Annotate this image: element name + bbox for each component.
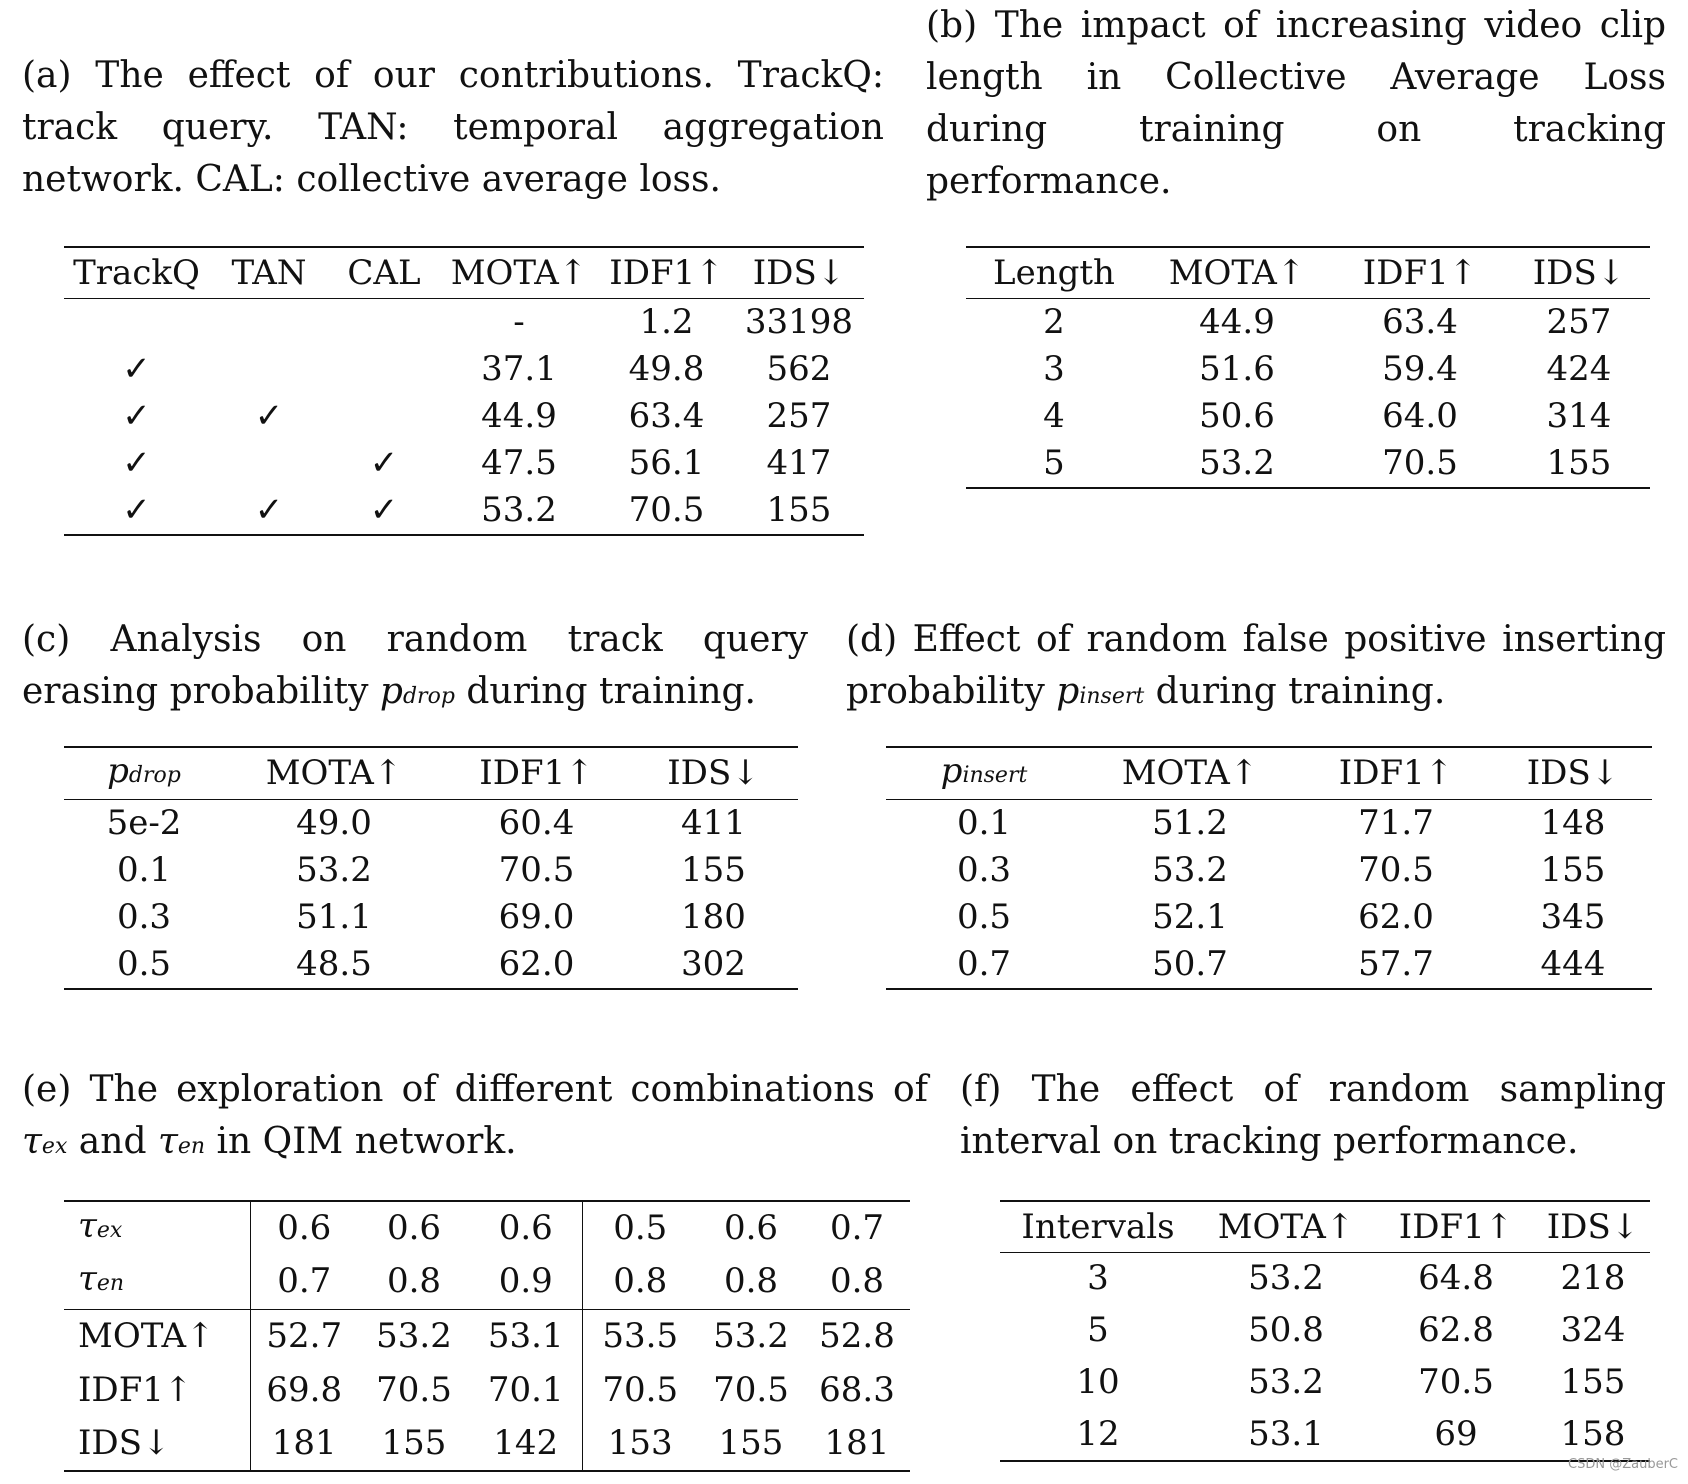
p-symbol: p	[940, 751, 963, 791]
cell-best: 10	[1076, 1362, 1120, 1402]
table-a	[64, 246, 864, 536]
table-row	[64, 941, 798, 989]
col-idf1: IDF1↑	[1376, 1201, 1536, 1253]
cell: 155	[698, 1417, 804, 1471]
cell: 5e-2	[106, 803, 182, 843]
cell: 0.6	[250, 1201, 358, 1255]
idf1-row	[64, 1363, 910, 1417]
col-idf1: IDF1↑	[444, 747, 629, 800]
cell: 0.7	[250, 1255, 358, 1309]
cell-best: 70.5	[498, 850, 575, 890]
table-row	[966, 346, 1650, 393]
table-c-header	[64, 747, 798, 800]
tau-symbol: τ	[157, 1121, 178, 1162]
cell	[209, 299, 329, 347]
cell: -	[513, 302, 525, 342]
cell: 417	[766, 443, 832, 483]
col-mota: MOTA↑	[439, 247, 599, 299]
panel-a	[22, 50, 884, 206]
caption-e-text-1: (e) The exploration of different combinations of	[22, 1069, 928, 1110]
caption-b: (b) The impact of increasing video clip length in Collective Average Loss during training on tracking performance.	[926, 5, 1666, 202]
table-row	[1000, 1409, 1650, 1461]
cell: 411	[681, 803, 746, 843]
table-a-header	[64, 247, 864, 299]
col-ids: IDS↓	[1494, 747, 1652, 800]
cell: 60.4	[498, 803, 575, 843]
tau-symbol: τ	[22, 1121, 42, 1162]
caption-e-text-3: in QIM network.	[205, 1121, 517, 1162]
col-cal: CAL	[329, 247, 439, 299]
cell: 62.0	[1358, 897, 1434, 937]
p-insert-symbol: p	[1056, 671, 1080, 712]
col-idf1: IDF1↑	[1332, 247, 1508, 299]
cell: 62.0	[444, 941, 629, 989]
cell: 324	[1560, 1310, 1626, 1350]
caption-c-text-1: (c) Analysis on random track query erasing probability	[22, 619, 808, 712]
cell: 44.9	[481, 396, 557, 436]
caption-e-text-2: and	[67, 1121, 158, 1162]
check-icon: ✓	[369, 443, 399, 483]
table-row	[886, 800, 1652, 848]
cell: 257	[1546, 302, 1612, 342]
cell: 69.0	[498, 897, 575, 937]
cell: 47.5	[481, 443, 557, 483]
cell	[329, 346, 439, 393]
cell: 302	[629, 941, 798, 989]
cell: 3	[1043, 349, 1065, 389]
cell: 51.2	[1152, 803, 1228, 843]
cell: 59.4	[1382, 349, 1458, 389]
cell: 50.6	[1199, 396, 1275, 436]
cell: 0.8	[723, 1261, 779, 1302]
p-subscript: drop	[128, 763, 181, 788]
col-mota: MOTA↑	[1196, 1201, 1376, 1253]
table-b-header	[966, 247, 1650, 299]
col-mota: MOTA↑	[1142, 247, 1332, 299]
tau-en-row	[64, 1255, 910, 1309]
ids-row	[64, 1417, 910, 1471]
cell: 63.4	[1382, 302, 1458, 342]
cell-best: 155	[1560, 1362, 1626, 1402]
table-row	[64, 847, 798, 894]
cell-best: 70.5	[599, 487, 734, 535]
table-row	[886, 847, 1652, 894]
cell: 57.7	[1298, 941, 1494, 989]
cell: 69.8	[250, 1363, 358, 1417]
cell: 50.7	[1082, 941, 1298, 989]
cell: 52.8	[804, 1309, 910, 1363]
cell	[209, 346, 329, 393]
check-icon: ✓	[329, 487, 439, 535]
cell: 1.2	[639, 302, 694, 342]
table-row	[64, 894, 798, 941]
col-idf1: IDF1↑	[1298, 747, 1494, 800]
table-row	[64, 440, 864, 487]
cell-best: 53.2	[1248, 1362, 1324, 1402]
cell: 70.5	[713, 1369, 789, 1410]
row-label: MOTA↑	[64, 1309, 250, 1363]
cell-best: 155	[734, 487, 864, 535]
cell: 158	[1536, 1409, 1650, 1461]
p-insert-subscript: insert	[1079, 684, 1145, 709]
cell: 0.9	[498, 1261, 553, 1302]
cell: 64.8	[1418, 1258, 1494, 1299]
cell: 0.8	[582, 1255, 698, 1309]
cell: 37.1	[481, 349, 557, 389]
cell: 49.8	[628, 349, 705, 389]
p-drop-symbol: p	[379, 671, 403, 712]
cell: 64.0	[1382, 396, 1458, 436]
cell-best: 0.3	[956, 850, 1012, 890]
cell: 4	[1043, 396, 1065, 436]
cell: 53.1	[1196, 1409, 1376, 1461]
cell-best: 53.5	[582, 1309, 698, 1363]
tau-en-label: τen	[78, 1259, 125, 1300]
col-ids: IDS↓	[629, 747, 798, 800]
cell-best: 155	[681, 850, 746, 890]
cell: 2	[1043, 302, 1065, 342]
table-d-header	[886, 747, 1652, 800]
cell	[329, 393, 439, 440]
cell-best: 142	[470, 1417, 582, 1471]
cell: 50.8	[1248, 1310, 1324, 1350]
cell: 0.8	[829, 1261, 885, 1302]
cell: 56.1	[628, 443, 705, 483]
check-icon: ✓	[122, 443, 151, 483]
tau-ex-row	[64, 1201, 910, 1255]
table-row	[64, 299, 864, 347]
mota-row	[64, 1309, 910, 1363]
row-label: IDS↓	[64, 1417, 250, 1471]
caption-c	[22, 614, 808, 723]
cell: 62.8	[1418, 1310, 1494, 1350]
cell: 218	[1560, 1258, 1626, 1299]
check-icon: ✓	[122, 349, 151, 389]
table-f	[1000, 1200, 1650, 1462]
cell-best: 70.5	[376, 1369, 452, 1410]
col-length: Length	[966, 247, 1142, 299]
col-trackq: TrackQ	[64, 247, 209, 299]
cell: 70.5	[1358, 850, 1434, 890]
cell-best: 53.2	[358, 1309, 470, 1363]
caption-a: (a) The effect of our contributions. TrackQ: track query. TAN: temporal aggregation network. CAL: collective average loss.	[22, 55, 884, 200]
check-icon: ✓	[209, 487, 329, 535]
table-row	[64, 346, 864, 393]
cell: 180	[681, 897, 746, 937]
col-mota: MOTA↑	[224, 747, 444, 800]
cell: 5	[1087, 1310, 1109, 1350]
cell: 53.2	[698, 1309, 804, 1363]
cell: 53.2	[1248, 1258, 1324, 1299]
cell-best: 53.2	[1152, 850, 1228, 890]
cell: 69	[1376, 1409, 1536, 1461]
tau-ex-subscript: ex	[41, 1134, 68, 1159]
cell	[64, 299, 209, 347]
cell: 49.0	[296, 803, 372, 843]
table-row	[886, 941, 1652, 989]
col-ids: IDS↓	[1536, 1201, 1650, 1253]
panel-f	[960, 1064, 1666, 1168]
col-idf1: IDF1↑	[599, 247, 734, 299]
table-row	[886, 894, 1652, 941]
table-row	[1000, 1305, 1650, 1357]
cell: 70.1	[487, 1369, 564, 1410]
cell: 562	[766, 349, 832, 389]
table-row	[1000, 1357, 1650, 1409]
cell: 68.3	[819, 1369, 895, 1410]
check-icon: ✓	[64, 487, 209, 535]
panel-d	[846, 614, 1666, 723]
table-f-header	[1000, 1201, 1650, 1253]
row-label: IDF1↑	[78, 1369, 193, 1410]
cell: 0.6	[498, 1208, 553, 1248]
panel-c	[22, 614, 808, 723]
tau-ex-label: τex	[78, 1206, 123, 1246]
cell: 0.6	[386, 1208, 442, 1248]
cell: 0.6	[723, 1208, 779, 1248]
cell: 424	[1546, 349, 1612, 389]
table-d	[886, 746, 1652, 990]
caption-d-text-2: during training.	[1144, 671, 1446, 712]
tau-en-subscript: en	[177, 1134, 206, 1159]
caption-f: (f) The effect of random sampling interval on tracking performance.	[960, 1069, 1666, 1162]
table-e	[64, 1200, 910, 1472]
col-intervals: Intervals	[1000, 1201, 1196, 1253]
cell: 345	[1540, 897, 1606, 937]
col-ids: IDS↓	[734, 247, 864, 299]
cell: 48.5	[224, 941, 444, 989]
cell: 0.7	[829, 1208, 885, 1248]
caption-d	[846, 614, 1666, 723]
cell-best: 71.7	[1358, 803, 1434, 843]
panel-b	[926, 0, 1666, 208]
table-row	[64, 393, 864, 440]
col-p-insert	[886, 747, 1082, 800]
cell: 0.8	[386, 1261, 442, 1302]
cell: 33198	[744, 302, 854, 342]
caption-c-text-2: during training.	[454, 671, 757, 712]
cell-best: 5	[966, 440, 1142, 488]
table-row	[966, 440, 1650, 488]
table-row	[64, 800, 798, 848]
cell: 0.3	[116, 897, 172, 937]
cell-best: 148	[1540, 803, 1606, 843]
cell-best: 53.2	[1142, 440, 1332, 488]
cell-best: 0.1	[116, 850, 172, 890]
table-row	[966, 299, 1650, 347]
cell-best: 53.2	[439, 487, 599, 535]
table-row	[966, 393, 1650, 440]
table-b	[966, 246, 1650, 489]
caption-d-text-1: (d) Effect of random false positive inserting probability	[846, 619, 1666, 712]
cell: 52.1	[1152, 897, 1228, 937]
cell: 51.6	[1199, 349, 1275, 389]
cell-best: 70.5	[1418, 1362, 1494, 1402]
check-icon: ✓	[122, 396, 151, 436]
col-ids: IDS↓	[1508, 247, 1650, 299]
cell-best: 155	[1508, 440, 1650, 488]
cell: 0.7	[886, 941, 1082, 989]
check-icon: ✓	[254, 396, 284, 436]
panel-e	[22, 1064, 928, 1173]
cell: 155	[358, 1417, 470, 1471]
col-mota: MOTA↑	[1082, 747, 1298, 800]
col-p-drop	[64, 747, 224, 800]
cell: 53.1	[470, 1309, 582, 1363]
cell: 181	[804, 1417, 910, 1471]
table-c	[64, 746, 798, 990]
cell: 0.1	[956, 803, 1012, 843]
cell: 0.5	[956, 897, 1012, 937]
p-symbol: p	[107, 751, 129, 791]
cell	[329, 299, 439, 347]
cell: 12	[1000, 1409, 1196, 1461]
table-row	[64, 487, 864, 535]
p-drop-subscript: drop	[402, 684, 455, 709]
cell: 51.1	[296, 897, 372, 937]
cell: 181	[250, 1417, 358, 1471]
cell: 257	[766, 396, 832, 436]
cell: 63.4	[628, 396, 705, 436]
p-subscript: insert	[962, 763, 1028, 788]
cell: 0.5	[582, 1201, 698, 1255]
table-row	[1000, 1253, 1650, 1305]
cell	[209, 440, 329, 487]
cell: 3	[1087, 1258, 1109, 1299]
cell-best: 70.5	[582, 1363, 698, 1417]
col-tan: TAN	[209, 247, 329, 299]
watermark: CSDN @ZauberC	[1568, 1457, 1678, 1472]
cell: 444	[1494, 941, 1652, 989]
cell: 0.5	[64, 941, 224, 989]
cell: 155	[1540, 850, 1606, 890]
cell-best: 153	[582, 1417, 698, 1471]
cell-best: 53.2	[296, 850, 372, 890]
cell: 314	[1546, 396, 1612, 436]
cell: 44.9	[1199, 302, 1275, 342]
caption-e	[22, 1064, 928, 1173]
cell-best: 70.5	[1332, 440, 1508, 488]
cell: 52.7	[250, 1309, 358, 1363]
